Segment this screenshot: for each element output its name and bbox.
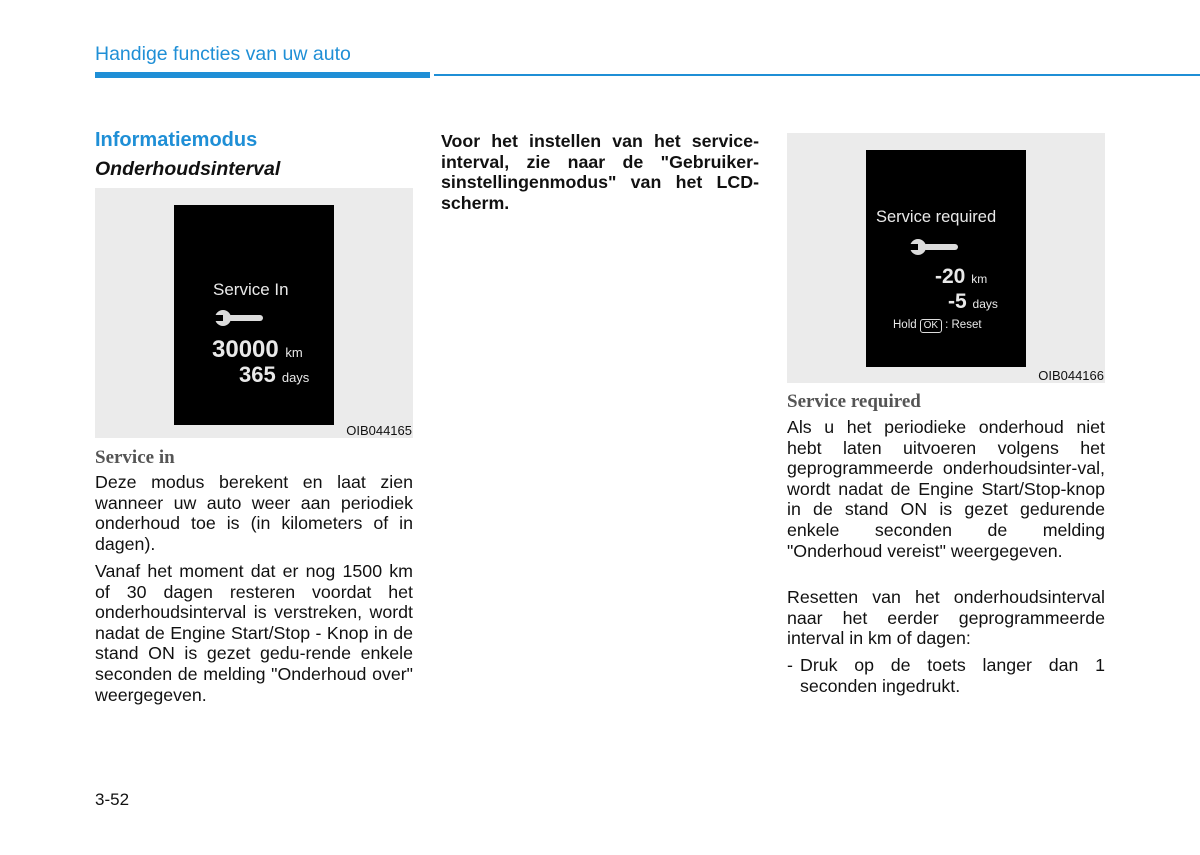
service-required-heading: Service required <box>787 391 921 412</box>
screen-line1: Service required <box>876 208 997 226</box>
days-value: -5 <box>948 290 967 313</box>
km-unit: km <box>971 272 988 286</box>
wrench-icon <box>909 235 961 259</box>
hold-label: Hold <box>893 319 917 331</box>
days-unit: days <box>281 370 310 385</box>
km-value: -20 <box>935 265 966 288</box>
page-number: 3-52 <box>95 790 130 809</box>
cluster-screen <box>174 205 334 425</box>
header-rule-thick <box>95 72 430 78</box>
service-in-paragraph-2: Vanaf het moment dat er nog 1500 km of 30 dagen resteren voordat het onderhoudsinterval is verstreken, wordt nadat de Engine Start/Stop - Knop in de stand ON is gezet gedu-rende enkele seconden de melding "Onderhoud over" weergegeven. <box>95 561 413 705</box>
list-item <box>787 655 1105 696</box>
service-required-paragraph-2: Resetten van het onderhoudsinterval naar het eerder geprogrammeerde interval in km of dagen: <box>787 587 1105 649</box>
section-title: Informatiemodus <box>95 129 258 151</box>
screen-line1: Service In <box>213 280 289 299</box>
list-item-text: Druk op de toets langer dan 1 seconden ingedrukt. <box>800 655 1105 696</box>
service-required-paragraph-1: Als u het periodieke onderhoud niet hebt laten uitvoeren volgens het geprogrammeerde onderhoudsinter-val, wordt nadat de Engine Start/Stop-knop in de stand ON is gezet gedurende enkele seconden de melding "Onderhoud vereist" weergegeven. <box>787 417 1105 561</box>
list-dash: - <box>787 655 793 675</box>
subsection-title: Onderhoudsinterval <box>95 158 281 180</box>
service-in-heading: Service in <box>95 447 175 468</box>
ok-key-icon: OK <box>920 319 942 333</box>
figure-code: OIB044166 <box>1038 368 1104 383</box>
km-unit: km <box>285 345 303 360</box>
km-readout <box>935 265 987 289</box>
days-readout <box>239 362 309 388</box>
figure-service-required <box>787 133 1105 383</box>
km-readout <box>212 336 303 364</box>
running-header: Handige functies van uw auto <box>95 43 351 65</box>
figure-service-in <box>95 188 413 438</box>
service-in-paragraph-1: Deze modus berekent en laat zien wanneer uw auto weer aan periodiek onderhoud toe is (in kilometers of in dagen). <box>95 472 413 554</box>
km-value: 30000 <box>212 336 279 363</box>
reset-label: : Reset <box>945 319 982 331</box>
cluster-screen <box>866 150 1026 367</box>
reset-hint <box>893 319 982 333</box>
wrench-icon <box>214 306 266 330</box>
figure-code: OIB044165 <box>346 423 412 438</box>
header-rule-thin <box>434 74 1200 76</box>
days-value: 365 <box>239 362 276 387</box>
service-interval-note: Voor het instellen van het service-interval, zie naar de "Gebruiker-sinstellingenmodus" van het LCD-scherm. <box>441 131 759 213</box>
days-unit: days <box>972 297 998 311</box>
days-readout <box>948 290 998 314</box>
